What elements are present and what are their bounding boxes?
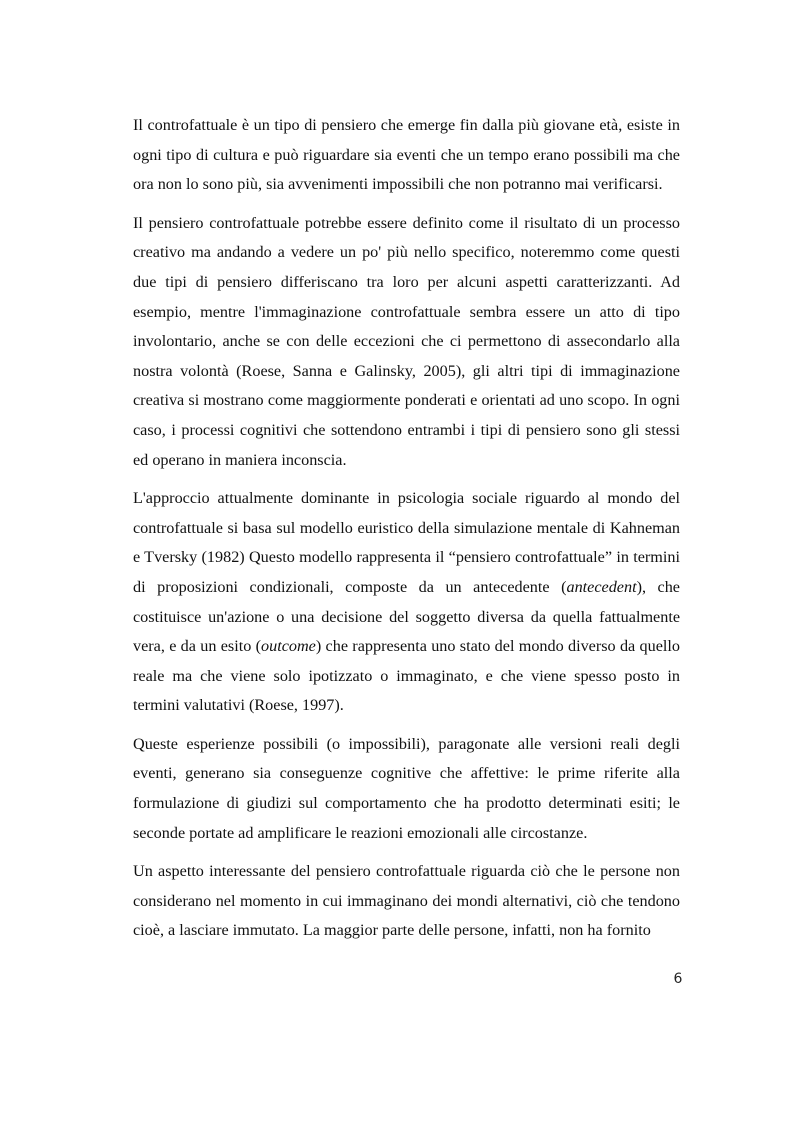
paragraph-3 xyxy=(133,484,680,721)
term-antecedent: antecedent xyxy=(566,577,637,596)
paragraph-2: Il pensiero controfattuale potrebbe essere definito come il risultato di un processo creativo ma andando a vedere un po' più nello specifico, noteremmo come questi due tipi di pensiero differiscano tra loro per alcuni aspetti caratterizzanti. Ad esempio, mentre l'immaginazione controfattuale sembra essere un atto di tipo involontario, anche se con delle eccezioni che ci permettono di assecondarlo alla nostra volontà (Roese, Sanna e Galinsky, 2005), gli altri tipi di immaginazione creativa si mostrano come maggiormente ponderati e orientati ad uno scopo. In ogni caso, i processi cognitivi che sottendono entrambi i tipi di pensiero sono gli stessi ed operano in maniera inconscia. xyxy=(133,213,680,469)
page-number: 6 xyxy=(673,971,683,987)
body-text xyxy=(133,111,680,945)
paragraph-5: Un aspetto interessante del pensiero controfattuale riguarda ciò che le persone non considerano nel momento in cui immaginano dei mondi alternativi, ciò che tendono cioè, a lasciare immutato. La maggior parte delle persone, infatti, non ha fornito xyxy=(133,862,680,940)
paragraph-1: Il controfattuale è un tipo di pensiero che emerge fin dalla più giovane età, esiste in ogni tipo di cultura e può riguardare sia eventi che un tempo erano possibili ma che ora non lo sono più, sia avvenimenti impossibili che non potranno mai verificarsi. xyxy=(133,116,680,194)
paragraph-4: Queste esperienze possibili (o impossibili), paragonate alle versioni reali degli eventi, generano sia conseguenze cognitive che affettive: le prime riferite alla formulazione di giudizi sul comportamento che ha prodotto determinati esiti; le seconde portate ad amplificare le reazioni emozionali alle circostanze. xyxy=(133,734,680,842)
term-outcome: outcome xyxy=(261,637,316,656)
paragraph-3-text-a: L'approccio attualmente dominante in psicologia sociale riguardo al mondo del controfattuale si basa sul modello euristico della simulazione mentale di Kahneman e Tversky (1982) Questo modello rappresenta il “pensiero controfattuale” in termini di proposizioni condizionali, composte da un antecedente ( xyxy=(133,489,680,596)
paragraph-3-text-b: ), che costituisce un'azione o una decisione del soggetto diversa da quella fattualmente vera, e da un esito ( xyxy=(133,577,680,656)
paragraph-3-text-c: ) che rappresenta uno stato del mondo diverso da quello reale ma che viene solo ipotizzato o immaginato, e che viene spesso posto in termini valutativi (Roese, 1997). xyxy=(133,637,680,715)
